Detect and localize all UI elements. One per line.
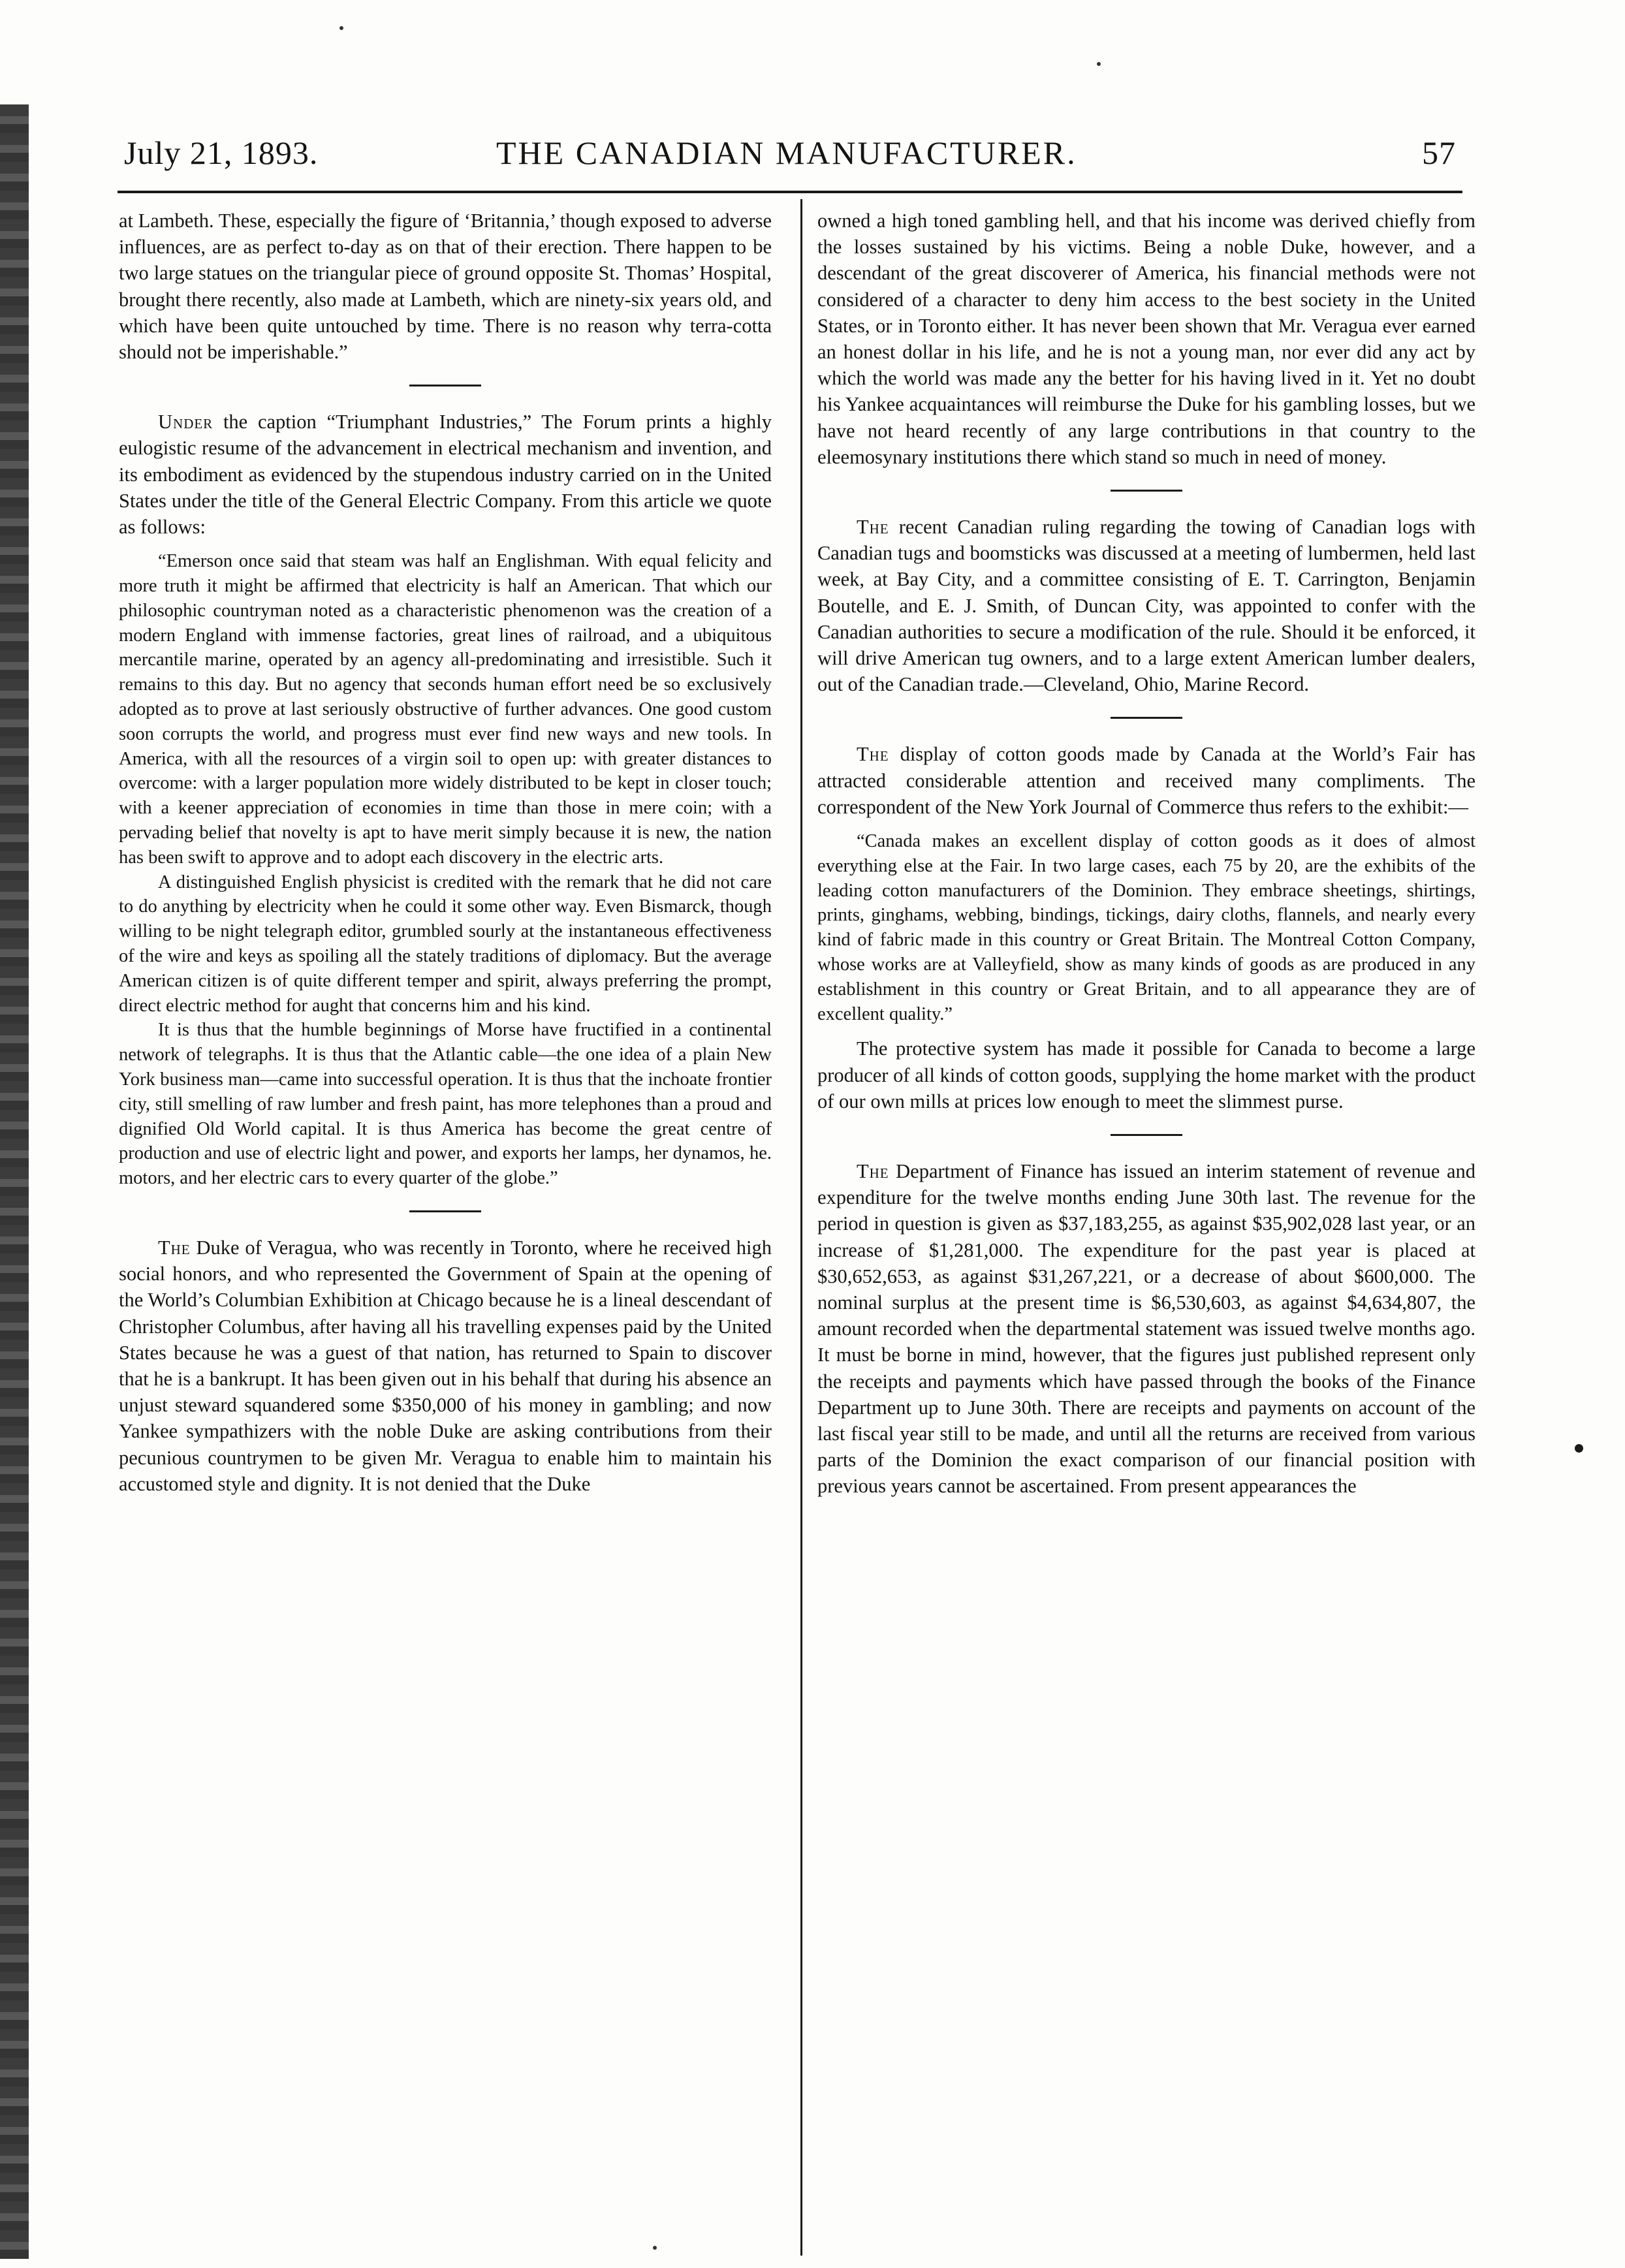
paragraph-text: the caption “Triumphant Industries,” The Forum prints a highly eulogistic resume of the advancement in electrical mechanism and invention, and its embodiment as evidenced by the stupendous industry carried on in the United States under the title of the General Electric Company. From this article we quote as follows: [119, 411, 772, 539]
issue-date: July 21, 1893. [124, 134, 319, 171]
quoted-paragraph: “Emerson once said that steam was half an Englishman. With equal felicity and more truth it might be affirmed that electricity is half an American. That which our philosophic countryman noted as a characteristic phenomenon was the creation of a modern England with immense factories, great lines of railroad, and a ubiquitous mercantile marine, operated by an agency all-predominating and irresistible. Such it remains to this day. But no agency that seconds human effort need be so exclusively adopted as to prove at last seriously obstructive of further advances. One good custom soon corrupts the world, and progress must ever find new ways and new tools. In America, with all the resources of a virgin soil to open up: with greater distances to overcome: with a larger population more widely distributed to be kept in closer touch; with a keener appreciation of economies in time than those in mere coin; with a pervading belief that novelty is apt to have merit simply because it is new, the nation has been swift to approve and to adopt each discovery in the electric arts. [119, 551, 772, 868]
lead-word: Under [158, 411, 213, 433]
header-rule [118, 191, 1462, 193]
article-paragraph [817, 1158, 1475, 1500]
article-paragraph [817, 741, 1475, 820]
paper-speck [1097, 62, 1101, 66]
paragraph-text: Duke of Veragua, who was recently in Toronto, where he received high social honors, and who represented the Government of Spain at the opening of the World’s Columbian Exhibition at Chicago because he is a lineal descendant of Christopher Columbus, after having all his travelling expenses paid by the United States because he was a guest of that nation, has returned to Spain to discover that he is a bankrupt. It has been given out in his behalf that during his absence an unjust steward squandered some $350,000 of his money in gambling; and now Yankee sympathizers with the noble Duke are asking contributions from their pecunious countrymen to be given Mr. Veragua to enable him to maintain his accustomed style and dignity. It is not denied that the Duke [119, 1236, 772, 1495]
right-column [817, 208, 1475, 1500]
publication-title: THE CANADIAN MANUFACTURER. [496, 134, 1077, 171]
column-divider [800, 199, 802, 2256]
article-paragraph: at Lambeth. These, especially the figure of ‘Britannia,’ though exposed to adverse influences, are as perfect to-day as on that of their erection. There happen to be two large statues on the triangular piece of ground opposite St. Thomas’ Hospital, brought there recently, also made at Lambeth, which are ninety-six years old, and which have been quite untouched by time. There is no reason why terra-cotta should not be imperishable.” [119, 210, 772, 364]
page-header [124, 134, 1456, 186]
quoted-paragraph: A distinguished English physicist is credited with the remark that he did not care to do anything by electricity when he could it some other way. Even Bismarck, though willing to be night telegraph editor, grumbled sourly at the instantaneous effectiveness of the wire and keys as spoiling all the stately traditions of diplomacy. But the average American citizen is of quite different temper and spirit, always preferring the prompt, direct electric method for aught that concerns him and his kind. [119, 872, 772, 1016]
paragraph-text: Department of Finance has issued an interim statement of revenue and expenditure for the twelve months ending June 30th last. The revenue for the period in question is given as $37,183,255, as against $35,902,028 last year, or an increase of $1,281,000. The expenditure for the past year is placed at $30,652,653, as against $31,267,221, or a decrease of about $600,000. The nominal surplus at the present time is $6,530,603, as against $4,634,807, the amount recorded when the departmental statement was issued twelve months ago. It must be borne in mind, however, that the figures just published represent only the receipts and payments which have passed through the books of the Finance Department up to June 30th. There are receipts and payments on account of the last fiscal year still to be made, and until all the returns are received from various parts of the Dominion the exact comparison of our financial position with previous years cannot be ascertained. From present appearances the [817, 1160, 1475, 1498]
paper-speck [653, 2246, 657, 2250]
article-paragraph [817, 514, 1475, 697]
lead-word: The [857, 516, 889, 539]
section-separator [1111, 1134, 1182, 1136]
quoted-paragraph: “Canada makes an excellent display of cotton goods as it does of almost everything else at the Fair. In two large cases, each 75 by 20, are the exhibits of the leading cotton manufacturers of the Dominion. They embrace sheetings, shirtings, prints, ginghams, webbing, bindings, tickings, dairy cloths, flannels, and nearly every kind of fabric made in this country or Great Britain. The Montreal Cotton Company, whose works are at Valleyfield, show as many kinds of goods as are produced in any establishment in this country or Great Britain, and to all appearance they are of excellent quality.” [817, 831, 1475, 1024]
paper-speck [339, 26, 343, 30]
section-separator [409, 385, 481, 386]
left-column [119, 208, 772, 1497]
page-number: 57 [1422, 134, 1456, 171]
paragraph-text: display of cotton goods made by Canada at the World’s Fair has attracted considerable attention and received many compliments. The correspondent of the New York Journal of Commerce thus refers to the exhibit:— [817, 743, 1475, 818]
paragraph-text: recent Canadian ruling regarding the towing of Canadian logs with Canadian tugs and boomsticks was discussed at a meeting of lumbermen, held last week, at Bay City, and a committee consisting of E. T. Carrington, Benjamin Boutelle, and E. J. Smith, of Duncan City, was appointed to confer with the Canadian authorities to secure a modification of the rule. Should it be enforced, it will drive American tug owners, and to a large extent American lumber dealers, out of the Canadian trade.—Cleveland, Ohio, Marine Record. [817, 516, 1475, 696]
article-paragraph: owned a high toned gambling hell, and that his income was derived chiefly from the losses sustained by his victims. Being a noble Duke, however, and a descendant of the great discoverer of America, his financial methods were not considered of a character to deny him access to the best society in the United States, or in Toronto either. It has never been shown that Mr. Veragua ever earned an honest dollar in his life, and he is not a young man, nor ever did any act by which the world was made any the better for his having lived in it. Yet no doubt his Yankee acquaintances will reimburse the Duke for his gambling losses, but we have not heard recently of any large contributions in that country to the eleemosynary institutions there which stand so much in need of money. [817, 210, 1475, 468]
article-paragraph [119, 1235, 772, 1497]
section-separator [409, 1210, 481, 1212]
lead-word: The [857, 743, 889, 766]
binding-edge [0, 104, 29, 2259]
section-separator [1111, 490, 1182, 492]
lead-word: The [857, 1160, 889, 1183]
section-separator [1111, 717, 1182, 719]
lead-word: The [158, 1236, 191, 1259]
margin-dot [1575, 1444, 1583, 1453]
article-paragraph: The protective system has made it possible for Canada to become a large producer of all kinds of cotton goods, supplying the home market with the product of our own mills at prices low enough to meet the slimmest purse. [817, 1037, 1475, 1112]
article-paragraph [119, 409, 772, 540]
quoted-paragraph: It is thus that the humble beginnings of Morse have fructified in a continental network of telegraphs. It is thus that the Atlantic cable—the one idea of a plain New York business man—came into successful operation. It is thus that the inchoate frontier city, still smelling of raw lumber and fresh paint, has more telephones than a proud and dignified Old World capital. It is thus America has become the great centre of production and use of electric light and power, and exports her lamps, her dynamos, he. motors, and her electric cars to every quarter of the globe.” [119, 1020, 772, 1189]
